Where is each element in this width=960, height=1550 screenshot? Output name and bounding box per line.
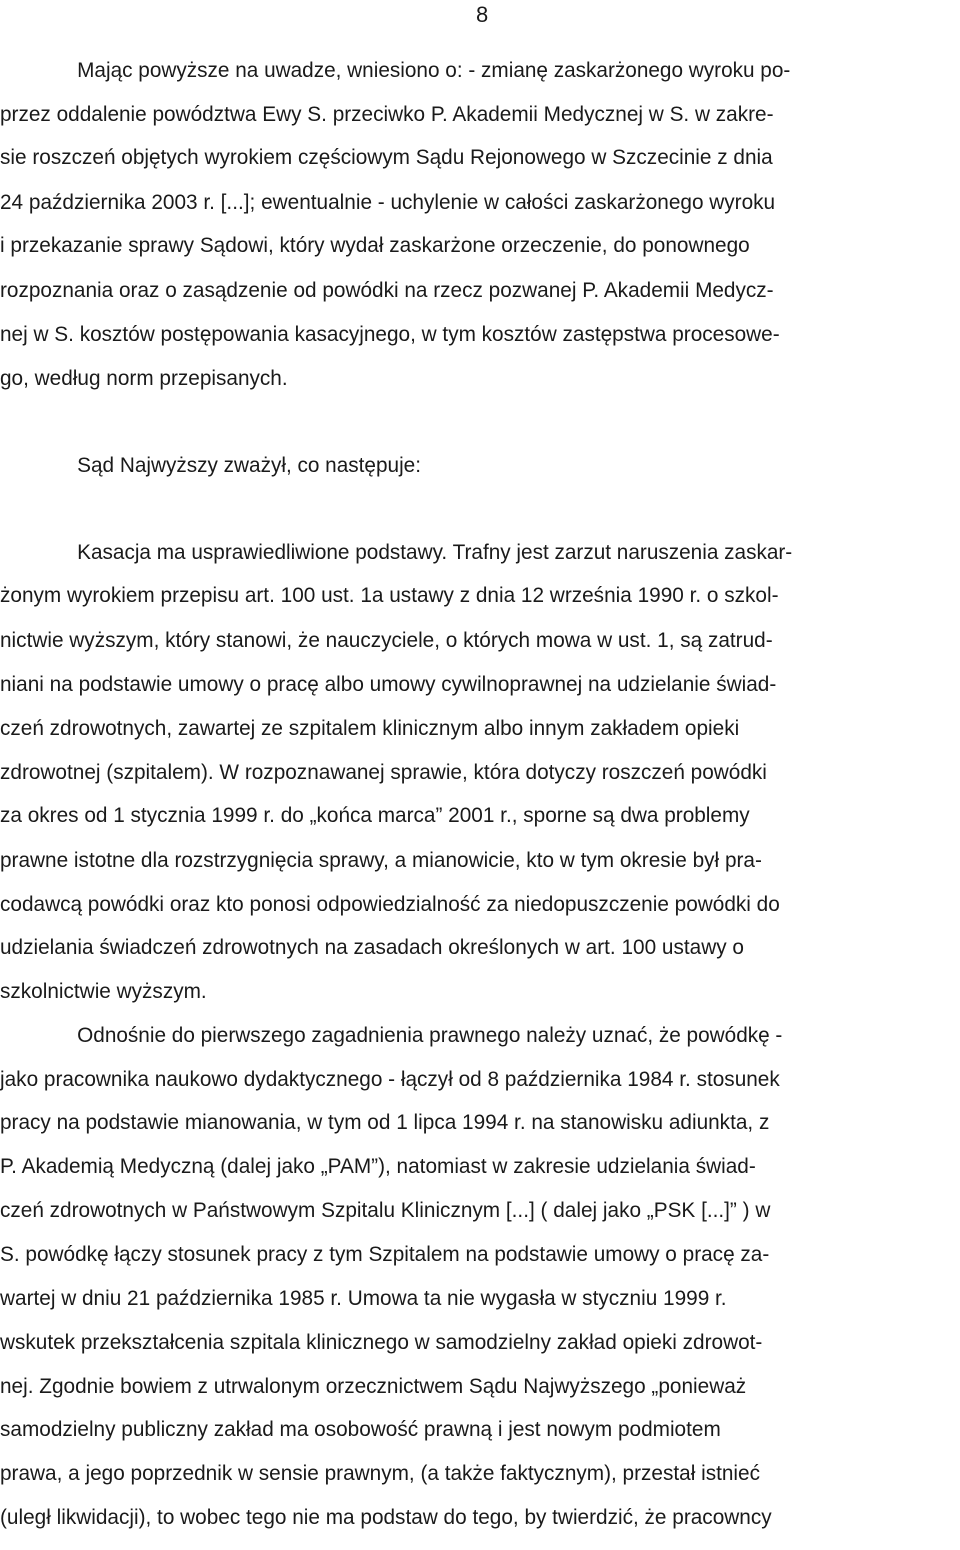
text-line: rozpoznania oraz o zasądzenie od powódki na rzecz pozwanej P. Akademii Medycz- [0, 279, 774, 302]
text-line: przez oddalenie powództwa Ewy S. przeciwko P. Akademii Medycznej w S. w zakre- [0, 103, 774, 126]
text-line: za okres od 1 stycznia 1999 r. do „końca marca” 2001 r., sporne są dwa problemy [0, 804, 750, 827]
text-line: pracy na podstawie mianowania, w tym od 1 lipca 1994 r. na stanowisku adiunkta, z [0, 1111, 770, 1134]
text-line: wskutek przekształcenia szpitala klinicznego w samodzielny zakład opieki zdrowot- [0, 1331, 763, 1354]
text-line: Kasacja ma usprawiedliwione podstawy. Trafny jest zarzut naruszenia zaskar- [77, 541, 793, 564]
text-line: nej w S. kosztów postępowania kasacyjnego, w tym kosztów zastępstwa procesowe- [0, 323, 780, 346]
text-line: S. powódkę łączy stosunek pracy z tym Szpitalem na podstawie umowy o pracę za- [0, 1243, 770, 1266]
text-line: czeń zdrowotnych w Państwowym Szpitalu Klinicznym [...] ( dalej jako „PSK [...]” ) w [0, 1199, 771, 1222]
text-line: Odnośnie do pierwszego zagadnienia prawnego należy uznać, że powódkę - [77, 1024, 783, 1047]
text-line: żonym wyrokiem przepisu art. 100 ust. 1a ustawy z dnia 12 września 1990 r. o szkol- [0, 584, 779, 607]
text-line: 24 października 2003 r. [...]; ewentualnie - uchylenie w całości zaskarżonego wyroku [0, 191, 776, 214]
text-line: nictwie wyższym, który stanowi, że nauczyciele, o których mowa w ust. 1, są zatrud- [0, 629, 773, 652]
text-line: samodzielny publiczny zakład ma osobowość prawną i jest nowym podmiotem [0, 1418, 721, 1441]
page-number: 8 [476, 2, 489, 27]
text-line: sie roszczeń objętych wyrokiem częściowym Sądu Rejonowego w Szczecinie z dnia [0, 146, 773, 169]
text-line: udzielania świadczeń zdrowotnych na zasadach określonych w art. 100 ustawy o [0, 936, 744, 959]
text-line: szkolnictwie wyższym. [0, 980, 207, 1003]
text-line: zdrowotnej (szpitalem). W rozpoznawanej sprawie, która dotyczy roszczeń powódki [0, 761, 767, 784]
text-line: czeń zdrowotnych, zawartej ze szpitalem klinicznym albo innym zakładem opieki [0, 717, 740, 740]
text-line: niani na podstawie umowy o pracę albo umowy cywilnoprawnej na udzielanie świad- [0, 673, 777, 696]
section-heading: Sąd Najwyższy zważył, co następuje: [77, 454, 422, 477]
text-line: P. Akademią Medyczną (dalej jako „PAM”), natomiast w zakresie udzielania świad- [0, 1155, 756, 1178]
text-line: i przekazanie sprawy Sądowi, który wydał zaskarżone orzeczenie, do ponownego [0, 234, 750, 257]
text-line: go, według norm przepisanych. [0, 367, 288, 390]
text-line: prawne istotne dla rozstrzygnięcia sprawy, a mianowicie, kto w tym okresie był pra- [0, 849, 762, 872]
text-line: codawcą powódki oraz kto ponosi odpowiedzialność za niedopuszczenie powódki do [0, 893, 780, 916]
text-line: nej. Zgodnie bowiem z utrwalonym orzecznictwem Sądu Najwyższego „ponieważ [0, 1375, 747, 1398]
text-line: Mając powyższe na uwadze, wniesiono o: - zmianę zaskarżonego wyroku po- [77, 59, 791, 82]
text-line: prawa, a jego poprzednik w sensie prawnym, (a także faktycznym), przestał istnieć [0, 1462, 761, 1485]
text-line: wartej w dniu 21 października 1985 r. Umowa ta nie wygasła w styczniu 1999 r. [0, 1287, 727, 1310]
text-line: jako pracownika naukowo dydaktycznego - łączył od 8 października 1984 r. stosunek [0, 1068, 780, 1091]
text-line: (uległ likwidacji), to wobec tego nie ma podstaw do tego, by twierdzić, że pracowncy [0, 1506, 772, 1529]
